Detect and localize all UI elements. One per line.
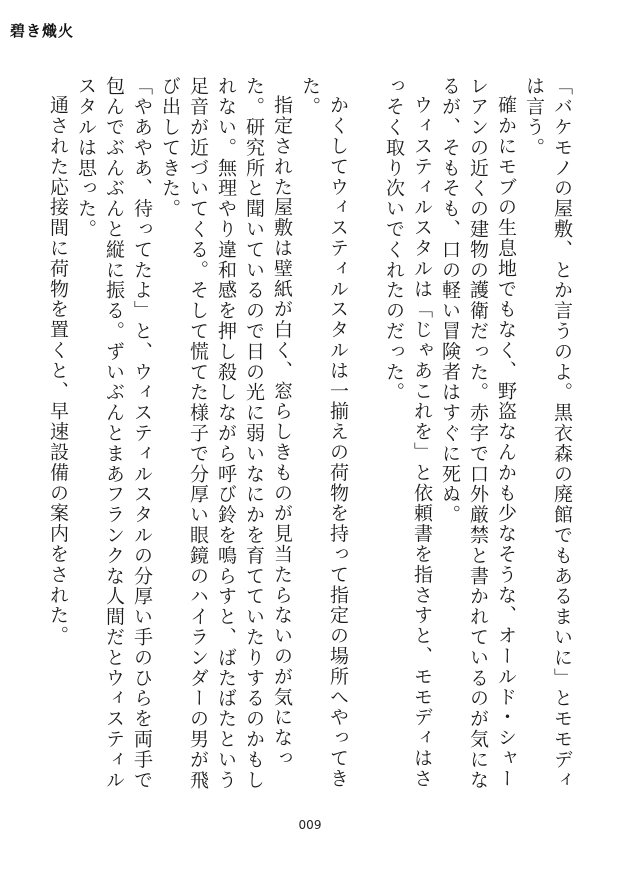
scene-break xyxy=(352,76,380,796)
paragraph-1: 「バケモノの屋敷、とか言うのよ。黒衣森の廃館でもあるまいに」とモモディは言う。 xyxy=(523,76,573,790)
paragraph-2: 確かにモブの生息地でもなく、野盗なんかも少なそうな、オールド・シャーレアンの近くの建物の護衛だった。赤字で口外厳禁と書かれているのが気になるが、そもそも、口の軽い冒険者はすぐに死ぬ。 xyxy=(439,76,517,790)
paragraph-7: 通された応接間に荷物を置くと、早速設備の案内をされた。 xyxy=(47,95,69,646)
running-header-title: 碧き熾火 xyxy=(10,22,75,40)
paragraph-6: 「やあやあ、待ってたよ」と、ウィスティルスタルの分厚い手のひらを両手で包んでぶんぶんと縦に振る。ずいぶんとまあフランクな人間だとウィスティルスタルは思った。 xyxy=(75,76,153,790)
paragraph-5: 指定された屋敷は壁紙が白く、窓らしきものが見当たらないのが気になった。研究所と聞いているので日の光に弱いなにかを育てていたりするのかもしれない。無理やり違和感を押し殺しながら呼び鈴を鳴らすと、ばたばたという足音が近づいてくる。そして慌てた様子で分厚い眼鏡のハイランダーの男が飛び出してきた。 xyxy=(159,76,293,790)
paragraph-3: ウィスティルスタルは「じゃあこれを」と依頼書を指さすと、モモディはさっそく取り次いでくれたのだった。 xyxy=(383,76,433,789)
paragraph-4: かくしてウィスティルスタルは一揃えの荷物を持って指定の場所へやってきた。 xyxy=(299,76,349,789)
page-number: 009 xyxy=(298,818,322,832)
vertical-body-text xyxy=(47,76,576,796)
